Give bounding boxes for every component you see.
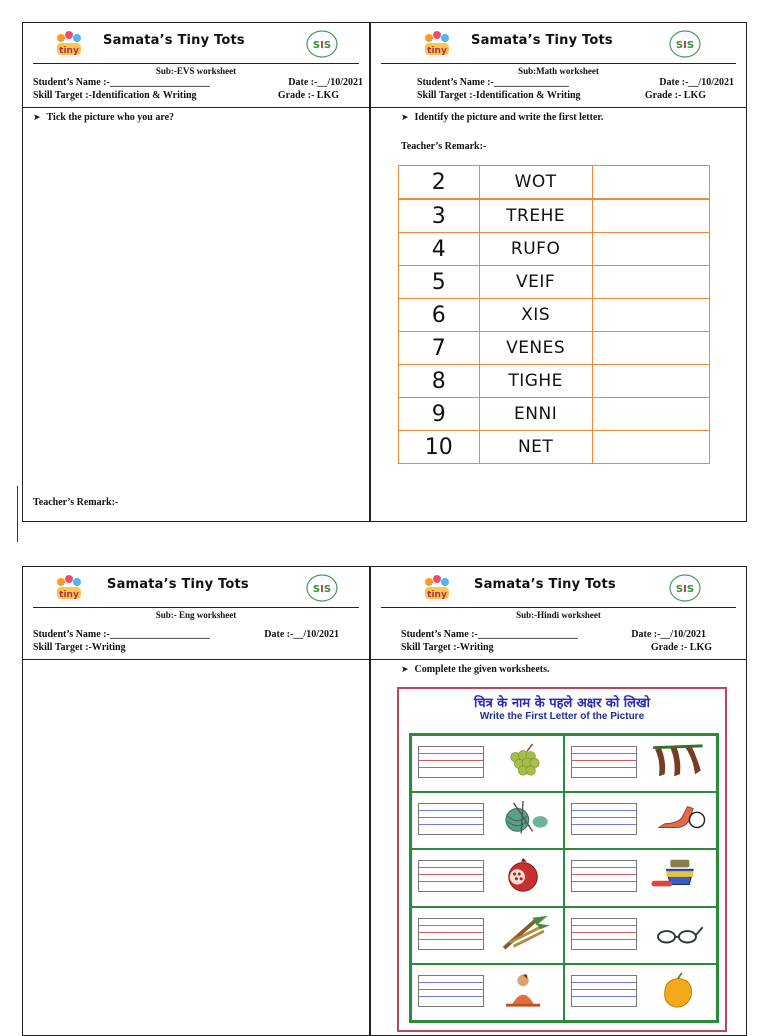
writing-lines-box[interactable] [571, 918, 637, 950]
worksheet-header [371, 567, 746, 607]
subject-label: Sub:-Hindi worksheet [516, 610, 601, 620]
school-name: Samata’s Tiny Tots [471, 33, 613, 48]
svg-text:tiny: tiny [427, 46, 447, 56]
picture-cell [564, 735, 717, 792]
row-number: 10 [399, 431, 480, 464]
worksheet-header [23, 23, 369, 63]
teacher-remark: Teacher’s Remark:- [401, 141, 487, 152]
tiny-tots-logo-icon [419, 573, 455, 603]
writing-lines-box[interactable] [571, 860, 637, 892]
svg-text:tiny: tiny [59, 46, 79, 56]
skill-target: Skill Target :-Identification & Writing [417, 90, 581, 101]
table-row [399, 233, 710, 266]
sage-icon [493, 971, 555, 1009]
table-row [399, 431, 710, 464]
grade-label: Grade :- LKG [644, 90, 706, 101]
writing-lines-box[interactable] [418, 746, 484, 778]
svg-text:tiny: tiny [427, 590, 447, 600]
answer-cell[interactable] [592, 200, 709, 233]
student-name-field: Student’s Name :-____________________ [33, 77, 210, 88]
row-number: 9 [399, 398, 480, 431]
answer-cell[interactable] [592, 233, 709, 266]
answer-cell[interactable] [592, 299, 709, 332]
scrambled-words-table [398, 199, 710, 464]
writing-lines-box[interactable] [418, 975, 484, 1007]
table-row [399, 365, 710, 398]
picture-cell [411, 792, 564, 849]
date-field: Date :-__/10/2021 [631, 629, 706, 640]
table-row [399, 200, 710, 233]
school-seal-icon [305, 29, 339, 59]
writing-lines-box[interactable] [571, 803, 637, 835]
spectacles-icon [646, 914, 708, 952]
cut-table-row [397, 169, 713, 199]
scrambled-word: ENNI [479, 398, 592, 431]
scrambled-word: VENES [479, 332, 592, 365]
row-number: 8 [399, 365, 480, 398]
scrambled-word: TIGHE [479, 365, 592, 398]
picture-cell [411, 964, 564, 1021]
math-worksheet-panel [370, 22, 747, 522]
arrow-bullet-icon: ➤ [401, 665, 409, 675]
row-number: 4 [399, 233, 480, 266]
english-title: Write the First Letter of the Picture [479, 711, 645, 722]
sugarcane-icon [493, 914, 555, 952]
table-row [399, 398, 710, 431]
school-seal-icon [305, 573, 339, 603]
instruction: ➤ Identify the picture and write the first letter. [401, 112, 604, 123]
mortar-pestle-icon [646, 856, 708, 894]
answer-cell[interactable] [592, 365, 709, 398]
arrow-bullet-icon: ➤ [33, 113, 41, 123]
school-name: Samata’s Tiny Tots [474, 577, 616, 592]
instruction: ➤ Tick the picture who you are? [33, 112, 175, 123]
worksheet-header [23, 567, 369, 607]
tiny-tots-logo-icon [419, 29, 455, 59]
svg-text:SIS: SIS [675, 40, 695, 51]
row-number: 5 [399, 266, 480, 299]
svg-text:tiny: tiny [59, 590, 79, 600]
writing-lines-box[interactable] [571, 746, 637, 778]
table-row [399, 299, 710, 332]
school-name: Samata’s Tiny Tots [107, 577, 249, 592]
picture-cell [411, 849, 564, 906]
table-row [399, 332, 710, 365]
svg-text:SIS: SIS [312, 40, 332, 51]
scrambled-word: NET [479, 431, 592, 464]
subject-label: Sub:-EVS worksheet [155, 66, 237, 76]
picture-cell [564, 849, 717, 906]
student-name-field: Student’s Name :-____________________ [401, 629, 578, 640]
answer-cell[interactable] [592, 332, 709, 365]
hindi-worksheet-panel [370, 566, 747, 1036]
date-field: Date :-__/10/2021 [288, 77, 363, 88]
hindi-title: चित्र के नाम के पहले अक्षर को लिखो [473, 696, 650, 711]
page-margin-line [17, 486, 18, 542]
school-name: Samata’s Tiny Tots [103, 33, 245, 48]
skill-target: Skill Target :-Identification & Writing [33, 90, 197, 101]
picture-cell [411, 907, 564, 964]
row-number: 3 [399, 200, 480, 233]
picture-cell [564, 964, 717, 1021]
grade-label: Grade :- LKG [277, 90, 339, 101]
tiny-tots-logo-icon [51, 573, 87, 603]
scrambled-word: VEIF [479, 266, 592, 299]
writing-lines-box[interactable] [418, 860, 484, 892]
answer-cell[interactable] [592, 398, 709, 431]
student-name-field: Student’s Name :-____________________ [33, 629, 210, 640]
writing-lines-box[interactable] [418, 918, 484, 950]
tamarind-icon [646, 742, 708, 780]
foot-icon [646, 799, 708, 837]
answer-cell[interactable] [592, 431, 709, 464]
scrambled-word: RUFO [479, 233, 592, 266]
teacher-remark: Teacher’s Remark:- [33, 497, 119, 508]
picture-grid [409, 733, 719, 1023]
tiny-tots-logo-icon [51, 29, 87, 59]
picture-cell [564, 907, 717, 964]
scrambled-word: XIS [479, 299, 592, 332]
picture-cell [564, 792, 717, 849]
first-letter-worksheet-card [397, 687, 727, 1032]
row-number: 6 [399, 299, 480, 332]
writing-lines-box[interactable] [571, 975, 637, 1007]
school-seal-icon [668, 573, 702, 603]
scrambled-word: TREHE [479, 200, 592, 233]
row-number: 7 [399, 332, 480, 365]
mango-icon [646, 971, 708, 1009]
svg-text:SIS: SIS [675, 584, 695, 595]
picture-cell [411, 735, 564, 792]
answer-cell[interactable] [592, 166, 709, 199]
scrambled-word: WOT [479, 166, 592, 199]
skill-target: Skill Target :-Writing [33, 642, 126, 653]
writing-lines-box[interactable] [418, 803, 484, 835]
skill-target: Skill Target :-Writing [401, 642, 494, 653]
evs-worksheet-panel [22, 22, 370, 522]
table-row [399, 266, 710, 299]
date-field: Date :-__/10/2021 [264, 629, 339, 640]
instruction: ➤ Complete the given worksheets. [401, 664, 550, 675]
subject-label: Sub:Math worksheet [518, 66, 599, 76]
worksheet-header [371, 23, 746, 63]
row-number: 2 [399, 166, 480, 199]
answer-cell[interactable] [592, 266, 709, 299]
svg-text:SIS: SIS [312, 584, 332, 595]
date-field: Date :-__/10/2021 [659, 77, 734, 88]
school-seal-icon [668, 29, 702, 59]
arrow-bullet-icon: ➤ [401, 113, 409, 123]
pomegranate-icon [493, 856, 555, 894]
eng-worksheet-panel [22, 566, 370, 1036]
student-name-field: Student’s Name :-_______________ [417, 77, 569, 88]
grade-label: Grade :- LKG [650, 642, 712, 653]
subject-label: Sub:- Eng worksheet [155, 610, 237, 620]
wool-knitting-icon [493, 799, 555, 837]
grapes-icon [493, 742, 555, 780]
